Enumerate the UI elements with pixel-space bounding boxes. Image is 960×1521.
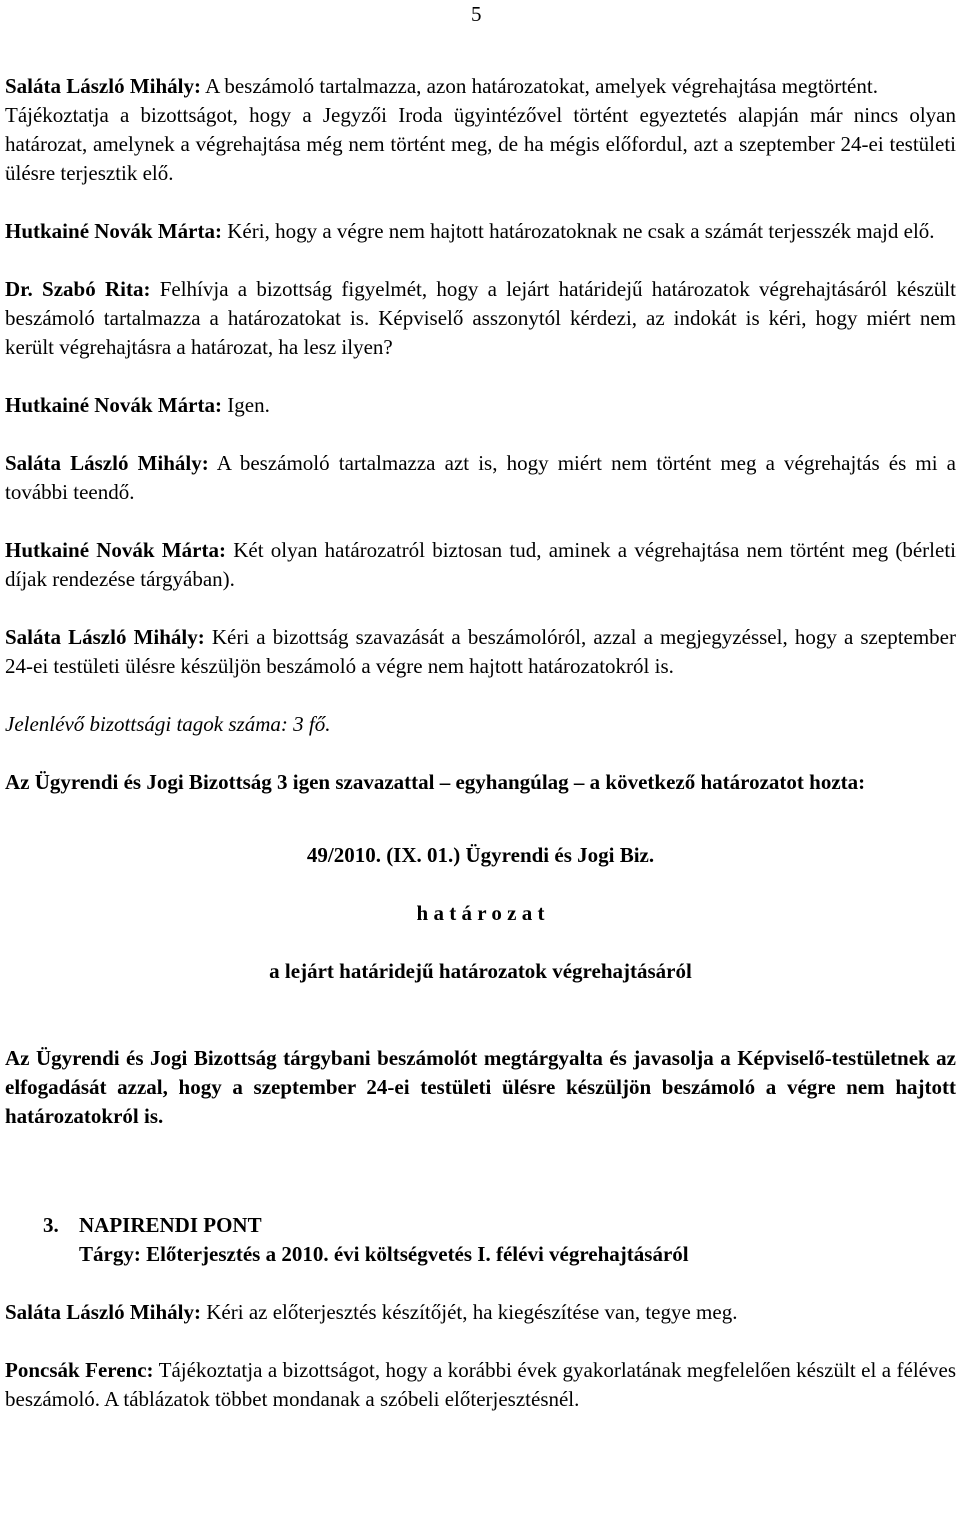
resolution-subject-text: a lejárt határidejű határozatok végrehajtásáról <box>269 959 692 983</box>
resolution-number <box>5 841 956 870</box>
statement-text: A beszámoló tartalmazza azt is, hogy miért nem történt meg a végrehajtás és mi a további teendő. <box>5 451 956 504</box>
agenda-item <box>43 1211 956 1269</box>
vote-statement <box>5 768 956 797</box>
speaker-name: Saláta László Mihály: <box>5 1300 202 1324</box>
resolution-body-text: Az Ügyrendi és Jogi Bizottság tárgybani beszámolót megtárgyalta és javasolja a Képviselő-testületnek az elfogadását azzal, hogy a szeptember 24-ei testületi ülésre készüljön beszámoló a végre nem hajtott határozatokról is. <box>5 1046 956 1128</box>
resolution-label <box>5 899 956 928</box>
paragraph-salata-4 <box>5 1298 956 1327</box>
paragraph-salata-1-cont: Tájékoztatja a bizottságot, hogy a Jegyzői Iroda ügyintézővel történt egyeztetés alapján már nincs olyan határozat, amelynek a végrehajtása még nem történt meg, de ha mégis előfordul, azt a szeptember 24-ei testületi ülésre terjesztik elő. <box>5 103 956 185</box>
speaker-name: Hutkainé Novák Márta: <box>5 393 222 417</box>
statement-text: Kéri, hogy a végre nem hajtott határozatoknak ne csak a számát terjesszék majd elő. <box>222 219 935 243</box>
agenda-number: 3. <box>43 1213 59 1237</box>
agenda-subject-text: Tárgy: Előterjesztés a 2010. évi költségvetés I. félévi végrehajtásáról <box>79 1242 689 1266</box>
statement-text: Kéri a bizottság szavazását a beszámolóról, azzal a megjegyzéssel, hogy a szeptember 24-ei testületi ülésre készüljön beszámoló a végre nem hajtott határozatokról is. <box>5 625 956 678</box>
speaker-name: Hutkainé Novák Márta: <box>5 538 226 562</box>
agenda-subject <box>79 1240 956 1269</box>
statement-text: Kéri az előterjesztés készítőjét, ha kiegészítése van, tegye meg. <box>201 1300 738 1324</box>
statement-text: A beszámoló tartalmazza, azon határozatokat, amelyek végrehajtása megtörtént. <box>201 74 878 98</box>
paragraph-szabo <box>5 275 956 362</box>
paragraph-hutkaine-3 <box>5 536 956 594</box>
paragraph-hutkaine-2 <box>5 391 956 420</box>
speaker-name: Hutkainé Novák Márta: <box>5 219 222 243</box>
paragraph-hutkaine-1 <box>5 217 956 246</box>
speaker-name: Saláta László Mihály: <box>5 74 202 98</box>
paragraph-salata-3 <box>5 623 956 681</box>
document-body <box>5 72 956 1414</box>
page-number: 5 <box>471 2 482 26</box>
statement-text: Felhívja a bizottság figyelmét, hogy a lejárt határidejű határozatok végrehajtásáról készült beszámoló tartalmazza a határozatokat is. Képviselő asszonytól kérdezi, az indokát is kéri, hogy miért nem került végrehajtásra a határozat, ha lesz ilyen? <box>5 277 956 359</box>
resolution-body <box>5 1044 956 1131</box>
resolution-number-text: 49/2010. (IX. 01.) Ügyrendi és Jogi Biz. <box>306 843 655 867</box>
attendance-note <box>5 710 956 739</box>
paragraph-poncsak <box>5 1356 956 1414</box>
speaker-name: Poncsák Ferenc: <box>5 1358 154 1382</box>
agenda-heading <box>43 1211 956 1240</box>
statement-text: Igen. <box>222 393 270 417</box>
statement-text: Két olyan határozatról biztosan tud, aminek a végrehajtása nem történt meg (bérleti díjak rendezése tárgyában). <box>5 538 956 591</box>
vote-text: Az Ügyrendi és Jogi Bizottság 3 igen szavazattal – egyhangúlag – a következő határozatot hozta: <box>5 770 866 794</box>
speaker-name: Saláta László Mihály: <box>5 451 209 475</box>
agenda-title: NAPIRENDI PONT <box>79 1213 262 1237</box>
attendance-text: Jelenlévő bizottsági tagok száma: 3 fő. <box>5 712 331 736</box>
speaker-name: Saláta László Mihály: <box>5 625 205 649</box>
paragraph-salata-1 <box>5 72 956 101</box>
resolution-label-text: h a t á r o z a t <box>416 901 545 925</box>
paragraph-salata-2 <box>5 449 956 507</box>
resolution-subject <box>5 957 956 986</box>
statement-text: Tájékoztatja a bizottságot, hogy a korábbi évek gyakorlatának megfelelően készült el a féléves beszámoló. A táblázatok többet mondanak a szóbeli előterjesztésnél. <box>5 1358 956 1411</box>
speaker-name: Dr. Szabó Rita: <box>5 277 151 301</box>
